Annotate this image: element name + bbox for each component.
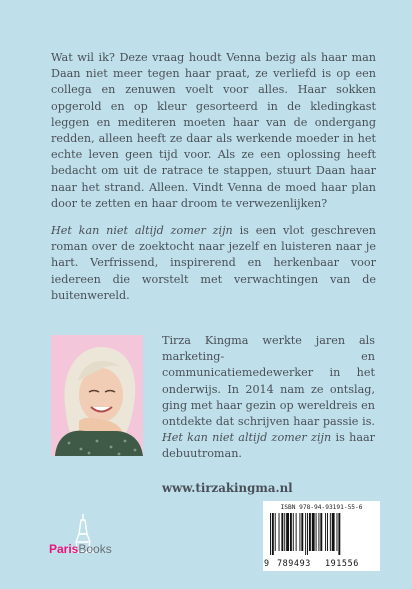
blurb-paragraph-2 xyxy=(51,223,376,304)
author-photo-illustration xyxy=(51,335,143,456)
author-portrait xyxy=(51,335,143,456)
blurb-paragraph-2-text: is een vlot geschreven roman over de zoektocht naar jezelf en luisteren naar je hart. Verfrissend, inspirerend en herkenbaar voor iedereen die worstelt met verwachtingen van de buitenwereld. xyxy=(51,224,376,302)
barcode-bar xyxy=(325,513,326,551)
barcode-bar xyxy=(286,513,289,551)
barcode-bar xyxy=(290,513,292,551)
barcode-bar xyxy=(312,513,315,551)
author-bio xyxy=(162,333,375,463)
author-bio-end: is haar debuutroman. xyxy=(162,431,376,461)
barcode-bar xyxy=(320,513,322,551)
barcode-bar xyxy=(330,513,331,551)
barcode-bar xyxy=(305,513,306,555)
barcode-bar xyxy=(270,513,271,555)
barcode-bar xyxy=(338,513,340,555)
barcode-bar xyxy=(284,513,285,551)
barcode-bar xyxy=(272,513,274,555)
author-website-link[interactable]: www.tirzakingma.nl xyxy=(162,481,293,495)
publisher-name-paris: Paris xyxy=(49,542,79,556)
barcode-bar xyxy=(281,513,283,551)
publisher-logo xyxy=(49,542,112,556)
barcode-bar xyxy=(332,513,335,551)
author-bio-text: Tirza Kingma werkte jaren als marketing- en communicatiemedewerker in het onderwijs. In 2014 nam ze ontslag, ging met haar gezin op wereldreis en ontdekte dat schrijven haar passie is. xyxy=(162,334,375,429)
book-blurb xyxy=(51,50,376,315)
barcode-bar xyxy=(301,513,303,551)
publisher-name-books: Books xyxy=(78,542,112,556)
barcode-bar xyxy=(337,513,338,551)
isbn-barcode xyxy=(263,501,380,571)
barcode-lead-digit: 9 xyxy=(264,558,270,568)
barcode-bars xyxy=(270,513,374,555)
barcode-group-1: 789493 xyxy=(277,558,311,568)
barcode-bar xyxy=(299,513,300,551)
barcode-bar xyxy=(275,513,276,551)
barcode-bar xyxy=(316,513,317,551)
isbn-number: ISBN 978-94-93191-55-6 xyxy=(280,504,363,511)
blurb-paragraph-1: Wat wil ik? Deze vraag houdt Venna bezig als haar man Daan niet meer tegen haar praat, ze verliefd is op een collega en zenuwen voelt voor alles. Haar sokken opgerold en op kleur gesorteerd in de kledingkast leggen en mediteren moeten haar van de ondergang redden, alleen heeft ze daar als werkende moeder in het echte leven geen tijd voor. Als ze een oplossing heeft bedacht om uit de ratrace te stappen, stuurt Daan haar naar het strand. Alleen. Vindt Venna de moed haar plan door te zetten en haar droom te verwezenlijken? xyxy=(51,51,376,210)
barcode-bar xyxy=(296,513,297,551)
author-bio-book-title: Het kan niet altijd zomer zijn xyxy=(162,431,332,445)
barcode-bar xyxy=(309,513,311,551)
book-title-italic: Het kan niet altijd zomer zijn xyxy=(51,224,233,238)
barcode-bar xyxy=(307,513,308,555)
barcode-bar xyxy=(327,513,328,551)
barcode-bar xyxy=(293,513,294,551)
barcode-group-2: 191556 xyxy=(325,558,359,568)
barcode-bar xyxy=(318,513,319,551)
barcode-bar xyxy=(279,513,280,551)
